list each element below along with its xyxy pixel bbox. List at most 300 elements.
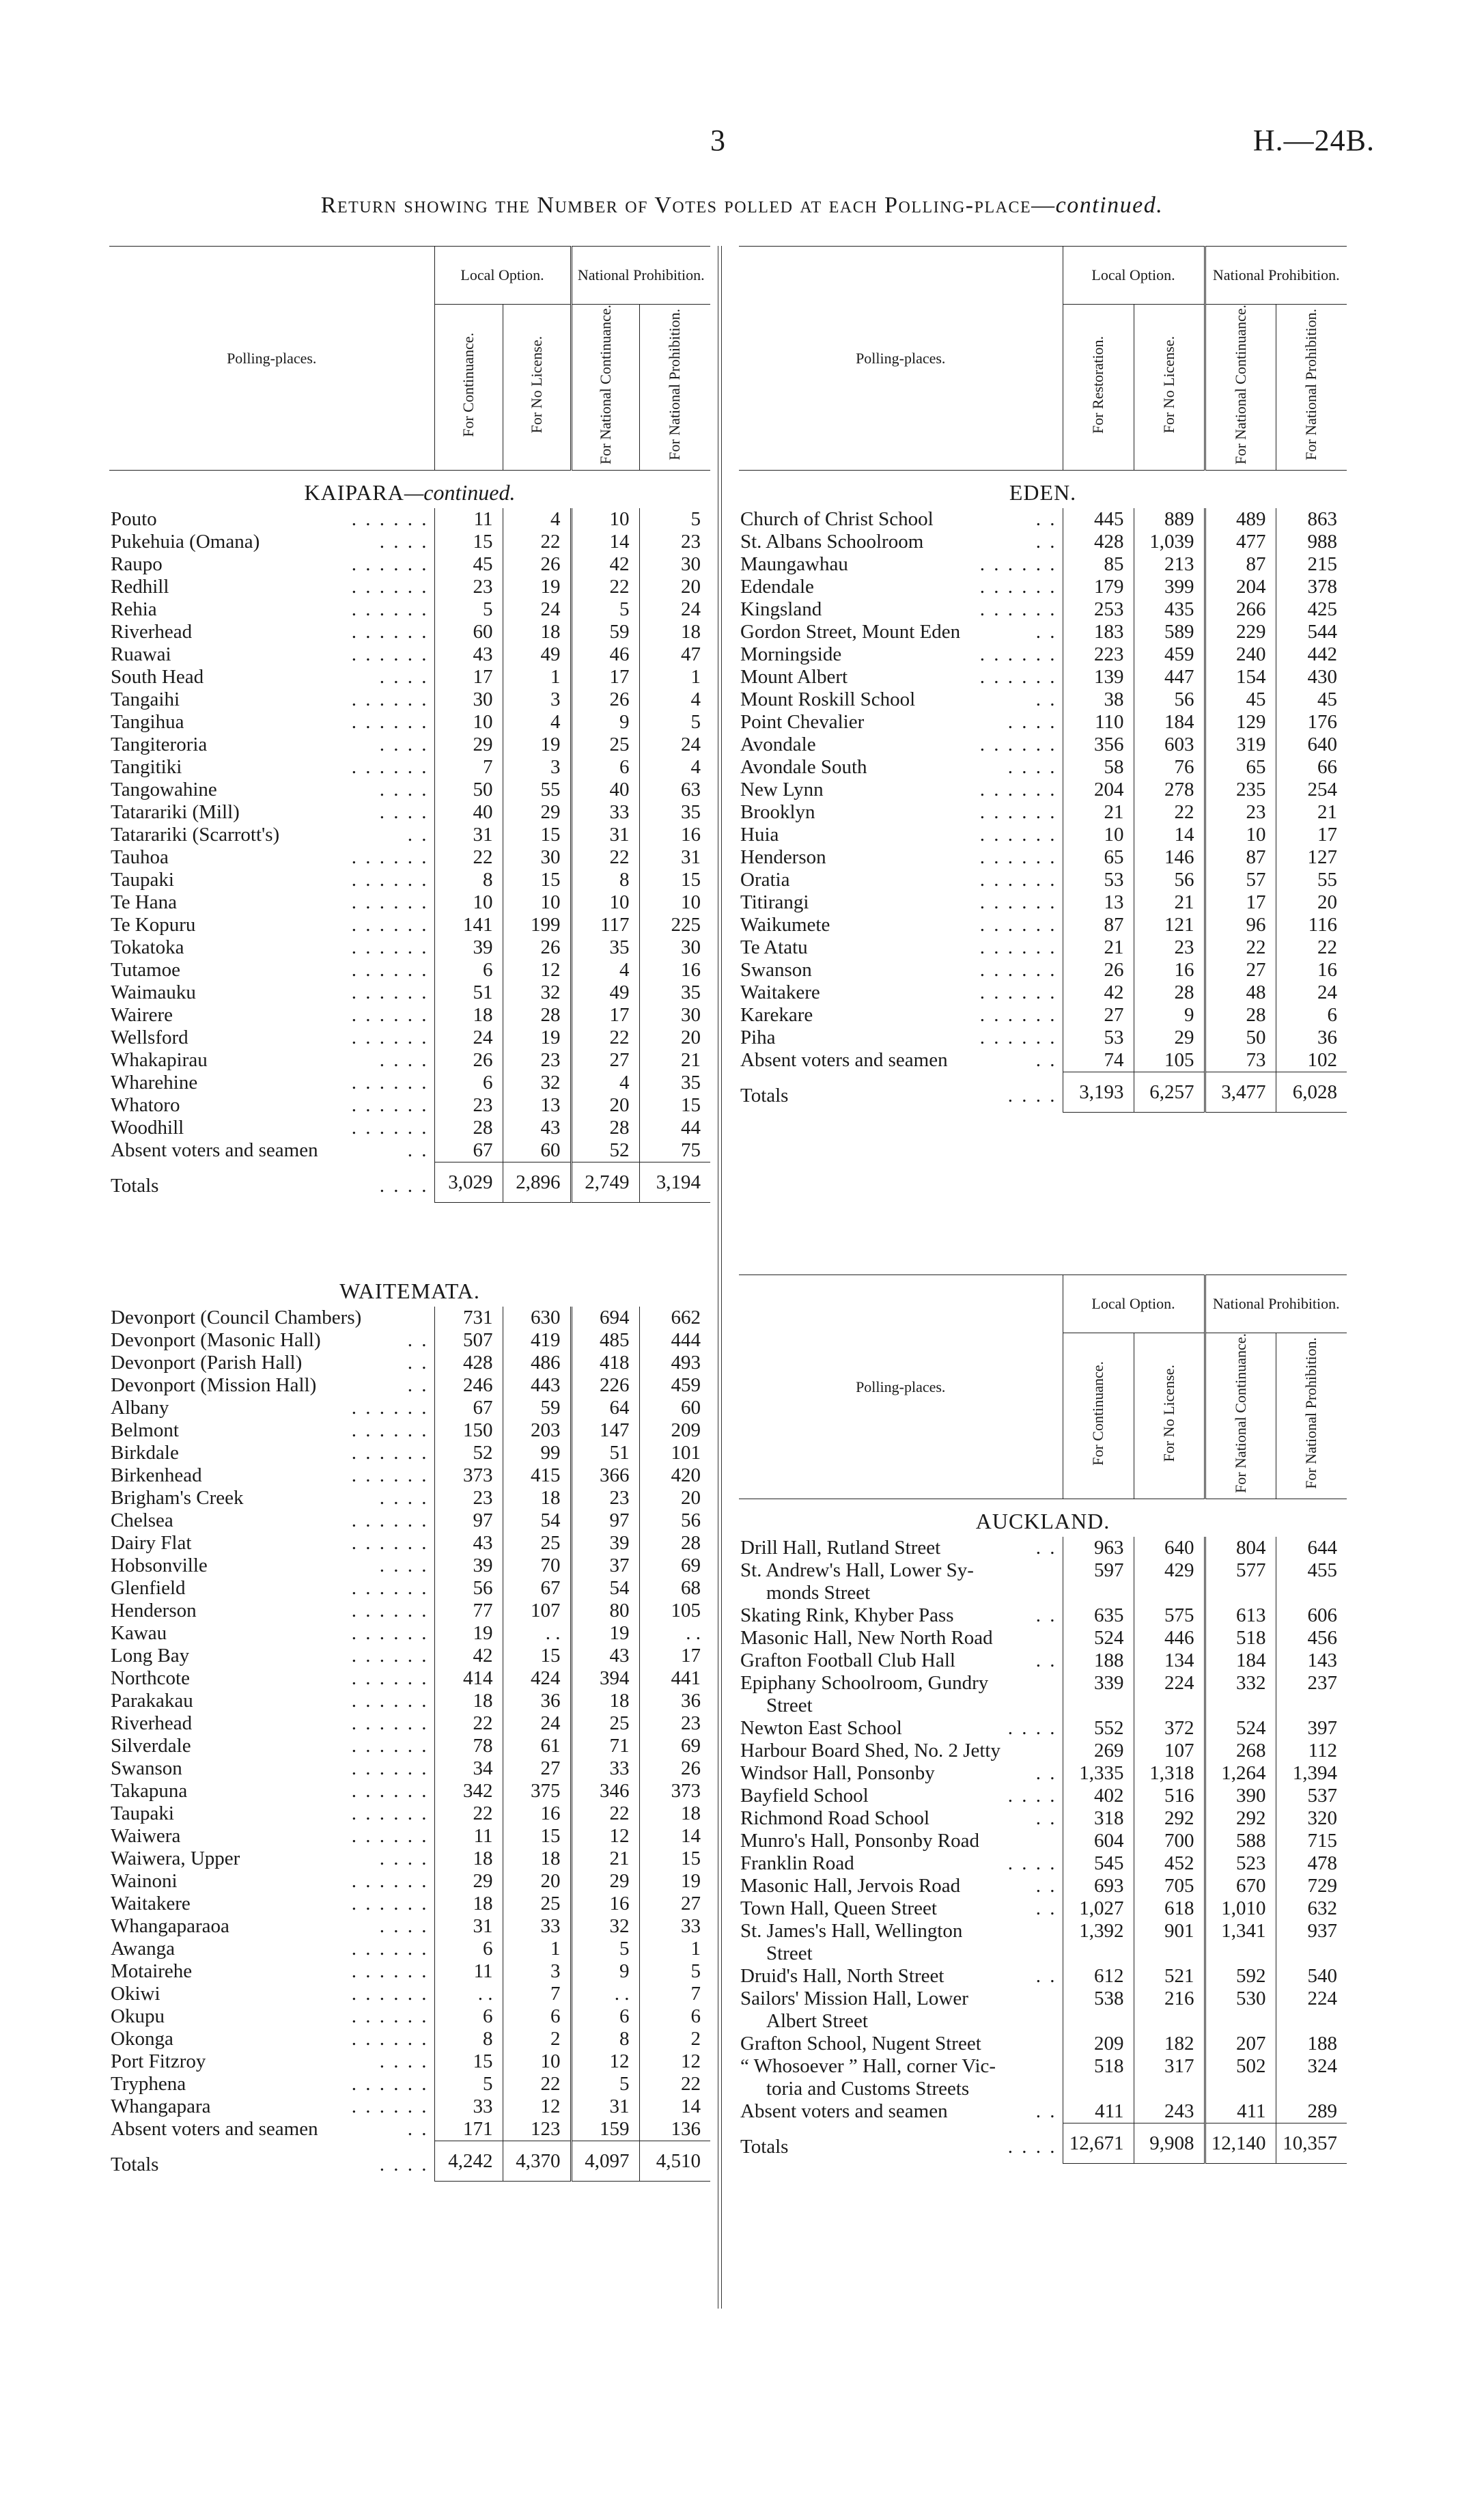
place-label: Long Bay [111, 1645, 190, 1667]
value-col-3: 154 [1205, 666, 1276, 688]
place-label: Devonport (Masonic Hall) [111, 1329, 321, 1351]
dot-leader: . . [407, 1329, 429, 1351]
place-cell [740, 712, 1063, 733]
place-cell [111, 937, 434, 958]
value-col-4: 105 [639, 1600, 710, 1622]
polling-place-name [109, 2118, 434, 2141]
value-col-4: 56 [639, 1509, 710, 1532]
polling-place-name [109, 1645, 434, 1667]
value-col-2: 28 [1134, 981, 1205, 1004]
section-title [109, 1269, 710, 1307]
value-col-3: 10 [571, 508, 639, 531]
value-col-1: 1,027 [1063, 1897, 1134, 1920]
table-row [109, 1600, 710, 1622]
place-cell [740, 1740, 1063, 1761]
value-col-3: 319 [1205, 734, 1276, 756]
value-col-4: 937 [1276, 1920, 1347, 1942]
value-col-2: 901 [1134, 1920, 1205, 1942]
value-col-1: 43 [434, 643, 503, 666]
place-cell [111, 1961, 434, 1982]
polling-place-name [109, 576, 434, 598]
place-cell [111, 1848, 434, 1869]
value-col-4: 20 [1276, 891, 1347, 914]
place-label: Woodhill [111, 1117, 184, 1139]
value-col-2: 443 [503, 1374, 571, 1397]
place-cell [740, 869, 1063, 891]
total-value-col-1: 3,193 [1063, 1072, 1134, 1113]
dot-leader: . . . . [1007, 1785, 1057, 1807]
place-label: Avondale South [740, 756, 867, 779]
place-cell [111, 1555, 434, 1576]
value-col-3: 17 [571, 666, 639, 688]
value-col-1: 33 [434, 2095, 503, 2118]
polling-place-name [109, 824, 434, 846]
polling-place-name [109, 2073, 434, 2095]
totals-row [739, 2123, 1347, 2164]
value-col-4: 15 [639, 1848, 710, 1870]
table-row [739, 1762, 1347, 1785]
value-col-4: 632 [1276, 1897, 1347, 1920]
table-row [109, 1735, 710, 1757]
table-row [109, 666, 710, 688]
value-col-3: 45 [1205, 688, 1276, 711]
value-col-2: 516 [1134, 1785, 1205, 1807]
dot-leader: . . . . . . [979, 643, 1057, 666]
value-col-4: 225 [639, 914, 710, 936]
totals-label-cell [109, 1162, 434, 1203]
table-row [109, 1027, 710, 1049]
place-label: Grafton School, Nugent Street [740, 2033, 981, 2055]
table-row [739, 1852, 1347, 1875]
value-col-1: 45 [434, 553, 503, 576]
value-col-1: 40 [434, 801, 503, 824]
polling-place-name [109, 1464, 434, 1487]
value-col-3: 1,010 [1205, 1897, 1276, 1920]
place-label: “ Whosoever ” Hall, corner Vic- [740, 2055, 996, 2078]
polling-place-name [109, 1442, 434, 1464]
dot-leader: . . . . . . [979, 959, 1057, 981]
value-col-3: 9 [571, 711, 639, 734]
table-row [109, 1825, 710, 1848]
table-row [109, 779, 710, 801]
polling-place-name [739, 1717, 1063, 1740]
place-label: Tatarariki (Scarrott's) [111, 824, 280, 846]
place-cell [740, 1763, 1063, 1784]
value-col-3: 204 [1205, 576, 1276, 598]
place-label: Street [766, 1695, 813, 1717]
value-col-3: 9 [571, 1960, 639, 1983]
value-col-2 [1134, 1942, 1205, 1965]
value-col-2: 24 [503, 598, 571, 621]
value-col-1: 30 [434, 688, 503, 711]
dot-leader: . . . . . . [351, 1802, 429, 1824]
table-row [109, 1139, 710, 1162]
value-col-2: 4 [503, 711, 571, 734]
value-col-2: 56 [1134, 869, 1205, 891]
polling-place-name [739, 1559, 1063, 1582]
value-col-2: . . [503, 1622, 571, 1645]
place-cell [111, 1803, 434, 1824]
place-label: Okiwi [111, 1983, 160, 2005]
header-for-national-prohibition: For National Prohibition. [1302, 309, 1320, 460]
polling-place-name [109, 1802, 434, 1825]
place-label: Henderson [740, 846, 826, 869]
dot-leader: . . . . [1007, 1852, 1057, 1875]
place-cell [111, 1117, 434, 1139]
total-value-col-1: 4,242 [434, 2141, 503, 2182]
value-col-3: 18 [571, 1690, 639, 1712]
place-cell [111, 847, 434, 868]
value-col-2: 1,318 [1134, 1762, 1205, 1785]
polling-place-name [739, 801, 1063, 824]
polling-place-name [739, 1582, 1063, 1604]
value-col-3: 19 [571, 1622, 639, 1645]
value-col-4: 644 [1276, 1537, 1347, 1559]
polling-place-name [109, 846, 434, 869]
value-col-3: 22 [571, 846, 639, 869]
polling-place-name [109, 1622, 434, 1645]
value-col-1: 22 [434, 1712, 503, 1735]
polling-place-name [109, 1825, 434, 1848]
total-value-col-4: 10,357 [1276, 2123, 1347, 2164]
value-col-4: 420 [639, 1464, 710, 1487]
place-cell [740, 1785, 1063, 1807]
place-cell [740, 622, 1063, 643]
value-col-2: 55 [503, 779, 571, 801]
value-col-2: 21 [1134, 891, 1205, 914]
value-col-1: 339 [1063, 1672, 1134, 1695]
value-col-2: 1 [503, 666, 571, 688]
value-col-4: 18 [639, 621, 710, 643]
value-col-4: 7 [639, 1983, 710, 2005]
table-row [739, 1004, 1347, 1027]
polling-place-name [109, 2028, 434, 2050]
polling-place-name [109, 936, 434, 959]
polling-place-name [109, 1938, 434, 1960]
value-col-4: 21 [639, 1049, 710, 1072]
place-label: Tangiteroria [111, 734, 208, 756]
polling-place-name [109, 914, 434, 936]
value-col-2: 429 [1134, 1559, 1205, 1582]
place-cell [111, 1871, 434, 1892]
value-col-2: 15 [503, 869, 571, 891]
table-row [109, 553, 710, 576]
place-cell [740, 847, 1063, 868]
place-cell [111, 960, 434, 981]
place-label: Masonic Hall, New North Road [740, 1627, 993, 1649]
value-col-3: 332 [1205, 1672, 1276, 1695]
value-col-3: 159 [571, 2118, 639, 2141]
polling-place-name [109, 531, 434, 553]
place-label: Epiphany Schoolroom, Gundry [740, 1672, 989, 1695]
dot-leader: . . . . . . [351, 891, 429, 914]
value-col-4: 176 [1276, 711, 1347, 734]
totals-row [739, 1072, 1347, 1113]
dot-leader: . . . . . . [351, 2005, 429, 2027]
polling-place-name [739, 1672, 1063, 1695]
value-col-4: 606 [1276, 1604, 1347, 1627]
place-cell [111, 1443, 434, 1464]
value-col-3: 43 [571, 1645, 639, 1667]
total-value-col-4: 4,510 [639, 2141, 710, 2182]
value-col-1: 179 [1063, 576, 1134, 598]
place-cell [111, 1352, 434, 1374]
dot-leader: . . . . [1007, 1084, 1057, 1106]
place-cell [111, 1005, 434, 1026]
value-col-4: 24 [639, 598, 710, 621]
place-label: Okupu [111, 2005, 165, 2027]
value-col-3: 48 [1205, 981, 1276, 1004]
place-label: Waimauku [111, 981, 196, 1004]
polling-place-name [739, 1740, 1063, 1762]
place-cell [111, 554, 434, 575]
value-col-4: 544 [1276, 621, 1347, 643]
value-col-2: 447 [1134, 666, 1205, 688]
dot-leader: . . . . . . [979, 1027, 1057, 1049]
dot-leader: . . . . . . [351, 1600, 429, 1621]
table-row [109, 891, 710, 914]
value-col-2: 24 [503, 1712, 571, 1735]
value-col-1: 11 [434, 508, 503, 531]
value-col-1: 963 [1063, 1537, 1134, 1559]
polling-place-name [739, 1875, 1063, 1897]
value-col-2: 16 [503, 1802, 571, 1825]
value-col-4: . . [639, 1622, 710, 1645]
value-col-3: 366 [571, 1464, 639, 1487]
polling-place-name [109, 1712, 434, 1735]
table-row [739, 734, 1347, 756]
place-label: Waiwera, Upper [111, 1848, 240, 1869]
value-col-2: 216 [1134, 1988, 1205, 2010]
polling-place-name [109, 1555, 434, 1577]
value-col-1: 6 [434, 959, 503, 981]
value-col-2: 7 [503, 1983, 571, 2005]
value-col-4: 26 [639, 1757, 710, 1780]
value-col-2: 25 [503, 1532, 571, 1555]
dot-leader: . . . . . . [979, 824, 1057, 846]
table-row [109, 824, 710, 846]
header-local-option: Local Option. [1063, 1275, 1205, 1333]
value-col-3: 25 [571, 1712, 639, 1735]
place-cell [740, 937, 1063, 958]
eden-table [739, 246, 1347, 1113]
value-col-2: 4 [503, 508, 571, 531]
table-row [109, 688, 710, 711]
value-col-1: 74 [1063, 1049, 1134, 1072]
value-col-3: 23 [1205, 801, 1276, 824]
table-row [109, 598, 710, 621]
place-label: Absent voters and seamen [740, 2100, 948, 2123]
value-col-2: 67 [503, 1577, 571, 1600]
value-col-4: 537 [1276, 1785, 1347, 1807]
dot-leader [1057, 1740, 1063, 1761]
polling-place-name [109, 1329, 434, 1352]
value-col-1: 56 [434, 1577, 503, 1600]
value-col-2: 521 [1134, 1965, 1205, 1988]
value-col-4: 69 [639, 1555, 710, 1577]
value-col-1: 58 [1063, 756, 1134, 779]
value-col-4: 863 [1276, 508, 1347, 531]
place-label: St. James's Hall, Wellington [740, 1920, 963, 1942]
place-label: Wainoni [111, 1870, 178, 1892]
place-label: Ruawai [111, 643, 171, 666]
table-row [739, 891, 1347, 914]
value-col-1 [1063, 1942, 1134, 1965]
total-value-col-1: 3,029 [434, 1162, 503, 1203]
value-col-3: 226 [571, 1374, 639, 1397]
place-cell [111, 1420, 434, 1441]
value-col-3: 26 [571, 688, 639, 711]
table-row [739, 1740, 1347, 1762]
value-col-2: 1,039 [1134, 531, 1205, 553]
value-col-3: 22 [1205, 936, 1276, 959]
polling-place-name [109, 1577, 434, 1600]
value-col-3: 592 [1205, 1965, 1276, 1988]
value-col-2: 22 [503, 531, 571, 553]
place-cell [111, 1938, 434, 1960]
table-row [109, 1555, 710, 1577]
polling-place-name [109, 1072, 434, 1094]
place-label: Wairere [111, 1004, 173, 1027]
value-col-2: 105 [1134, 1049, 1205, 1072]
value-col-3: 31 [571, 824, 639, 846]
table-row [109, 1004, 710, 1027]
dot-leader: . . . . . . [351, 1622, 429, 1644]
value-col-4: 20 [639, 1487, 710, 1509]
place-label: Devonport (Parish Hall) [111, 1352, 303, 1374]
value-col-2: 12 [503, 959, 571, 981]
place-cell [111, 982, 434, 1003]
table-row [109, 1938, 710, 1960]
place-cell [740, 1921, 1063, 1942]
place-label: Takapuna [111, 1780, 188, 1802]
value-col-3: 14 [571, 531, 639, 553]
polling-place-name [109, 1870, 434, 1893]
polling-place-name [739, 846, 1063, 869]
place-label: Te Atatu [740, 936, 808, 959]
place-label: St. Albans Schoolroom [740, 531, 924, 553]
value-col-1: 26 [434, 1049, 503, 1072]
totals-label: Totals [111, 2153, 159, 2175]
value-col-1 [1063, 1695, 1134, 1717]
value-col-2: 16 [1134, 959, 1205, 981]
auckland-table [739, 1275, 1347, 2164]
place-cell [740, 734, 1063, 755]
section-name: AUCKLAND. [975, 1509, 1110, 1534]
value-col-3: 39 [571, 1532, 639, 1555]
value-col-2: 56 [1134, 688, 1205, 711]
place-cell [740, 689, 1063, 710]
value-col-4: 988 [1276, 531, 1347, 553]
value-col-2 [1134, 1582, 1205, 1604]
place-cell [111, 576, 434, 598]
table-row [109, 1712, 710, 1735]
table-row [739, 1559, 1347, 1582]
place-cell [111, 622, 434, 643]
totals-label-cell [739, 1072, 1063, 1113]
value-col-3: 10 [571, 891, 639, 914]
value-col-4: 44 [639, 1117, 710, 1139]
value-col-1: 269 [1063, 1740, 1134, 1762]
value-col-2: 59 [503, 1397, 571, 1419]
value-col-3: 577 [1205, 1559, 1276, 1582]
value-col-4: 69 [639, 1735, 710, 1757]
dot-leader: . . . . [1007, 2135, 1057, 2158]
value-col-3: 229 [1205, 621, 1276, 643]
place-label: Brooklyn [740, 801, 815, 824]
value-col-1: 18 [434, 1893, 503, 1915]
value-col-2: 61 [503, 1735, 571, 1757]
value-col-2: 372 [1134, 1717, 1205, 1740]
value-col-2: 60 [503, 1139, 571, 1162]
value-col-1: 26 [1063, 959, 1134, 981]
polling-place-name [739, 1604, 1063, 1627]
table-row [109, 1893, 710, 1915]
value-col-1: 51 [434, 981, 503, 1004]
dot-leader: . . . . . . [351, 1072, 429, 1094]
value-col-3: 17 [571, 1004, 639, 1027]
dot-leader: . . . . . . [351, 1960, 429, 1982]
place-label: Edendale [740, 576, 814, 598]
value-col-2: 18 [503, 621, 571, 643]
table-row [739, 1649, 1347, 1672]
value-col-4: 215 [1276, 553, 1347, 576]
table-row [739, 508, 1347, 531]
place-cell [740, 757, 1063, 778]
dot-leader: . . . . . . [979, 869, 1057, 891]
value-col-1: 43 [434, 1532, 503, 1555]
value-col-4: 5 [639, 711, 710, 734]
value-col-2: 30 [503, 846, 571, 869]
value-col-4: 662 [639, 1307, 710, 1329]
place-cell [740, 2056, 1063, 2077]
value-col-1: 17 [434, 666, 503, 688]
value-col-2: 20 [503, 1870, 571, 1893]
value-col-1: 524 [1063, 1627, 1134, 1649]
table-row [739, 959, 1347, 981]
value-col-4: 15 [639, 869, 710, 891]
polling-place-name [739, 981, 1063, 1004]
value-col-2: 15 [503, 1825, 571, 1848]
header-for-no-license: For No License. [527, 335, 545, 434]
value-col-2: 26 [503, 936, 571, 959]
value-col-1: 67 [434, 1139, 503, 1162]
table-row [739, 2010, 1347, 2033]
polling-place-name [739, 1785, 1063, 1807]
place-cell [111, 1623, 434, 1644]
value-col-4: 35 [639, 981, 710, 1004]
table-row [109, 576, 710, 598]
table-row [739, 553, 1347, 576]
header-for-continuance: For Continuance. [460, 332, 477, 437]
place-label: Oratia [740, 869, 790, 891]
dot-leader: . . [1035, 1762, 1057, 1785]
value-col-1: 65 [1063, 846, 1134, 869]
dot-leader [1057, 1583, 1063, 1604]
dot-leader: . . . . . . [351, 1532, 429, 1554]
total-value-col-3: 3,477 [1205, 1072, 1276, 1113]
polling-place-name [739, 936, 1063, 959]
polling-place-name [739, 1649, 1063, 1672]
value-col-3: 46 [571, 643, 639, 666]
place-cell [111, 1307, 434, 1328]
table-row [739, 576, 1347, 598]
value-col-3 [1205, 2078, 1276, 2100]
value-col-4 [1276, 2010, 1347, 2033]
place-label: Absent voters and seamen [111, 2118, 318, 2141]
table-row [739, 1627, 1347, 1649]
value-col-3: 613 [1205, 1604, 1276, 1627]
